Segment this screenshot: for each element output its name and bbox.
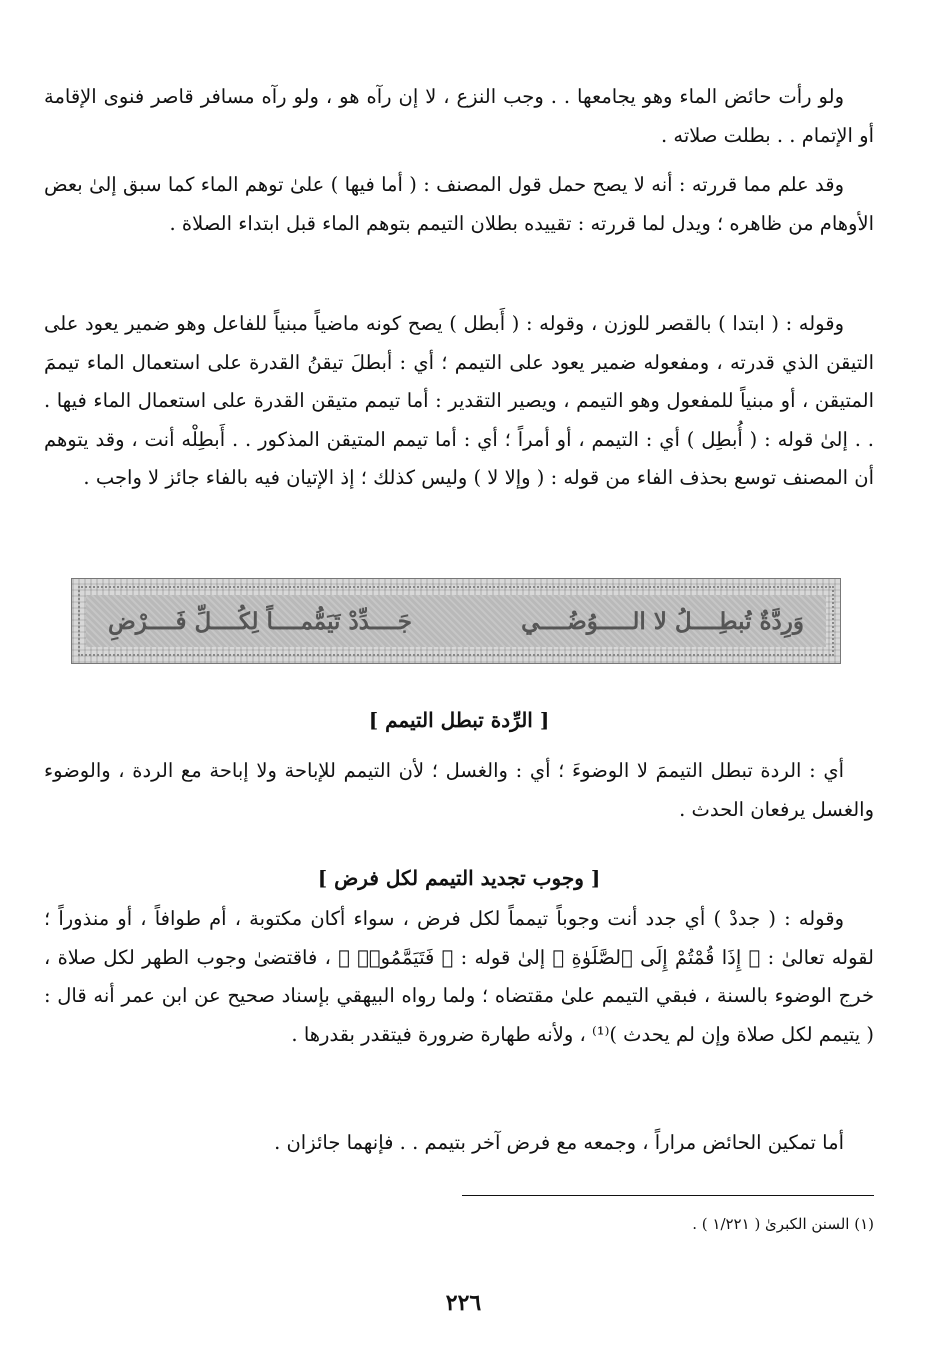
paragraph — [44, 1124, 874, 1163]
paragraph — [44, 752, 874, 829]
verse-hemistich-left: جَــــدِّدْ تَيَمُّمــــاً لِكُــــلِّ فَــــرْضِ — [108, 607, 412, 635]
page-number: ٢٢٦ — [445, 1290, 482, 1316]
paragraph-text: أي : الردة تبطل التيممَ لا الوضوءَ ؛ أي : والغسل ؛ لأن التيمم للإباحة ولا إباحة مع الردة ، والوضوء والغسل يرفعان الحدث . — [44, 759, 874, 821]
verse-line — [86, 595, 826, 647]
paragraph-text: ولو رأت حائض الماء وهو يجامعها . . وجب النزع ، لا إن رآه هو ، ولو رآه مسافر قاصر فنوى الإقامة أو الإتمام . . بطلت صلاته . — [44, 85, 874, 147]
paragraph — [44, 166, 874, 243]
verse-hemistich-right: وَرِدَّةٌ تُبطِــــلُ لا الـــــوُضُــــي — [521, 607, 804, 635]
paragraph — [44, 78, 874, 155]
paragraph-text: وقوله : ( جددْ ) أي جدد أنت وجوباً تيمماً لكل فرض ، سواء أكان مكتوبة ، أم طوافاً ، أو منذوراً ؛ لقوله تعالىٰ : ﴿ إِذَا قُمْتُمْ إِلَى ٱلصَّلَوٰةِ ﴾ إلىٰ قوله : ﴿ فَتَيَمَّمُوا۟ ﴾ ، فاقتضىٰ وجوب الطهر لكل صلاة ، خرج الوضوء بالسنة ، فبقي التيمم علىٰ مقتضاه ؛ ولما رواه البيهقي بإسناد صحيح عن ابن عمر أنه قال : ( يتيمم لكل صلاة وإن لم يحدث )⁽¹⁾ ، ولأنه طهارة ضرورة فيتقدر بقدرها . — [44, 907, 874, 1046]
paragraph — [44, 900, 874, 1054]
section-heading: [ الرِّدة تبطل التيمم ] — [368, 708, 550, 732]
footnote-divider — [462, 1195, 874, 1196]
footnote: (١) السنن الكبرىٰ ( ١/٢٢١ ) . — [692, 1215, 874, 1233]
section-heading: [ وجوب تجديد التيمم لكل فرض ] — [317, 866, 601, 890]
paragraph-text: وقوله : ( ابتدا ) بالقصر للوزن ، وقوله : ( أَبطل ) يصح كونه ماضياً مبنياً للفاعل وهو ضمير يعود على التيقن الذي قدرته ، ومفعوله ضمير يعود على التيمم ؛ أي : أبطلَ تيقنُ القدرة على استعمال الماء تيممَ المتيقن ، أو مبنياً للمفعول وهو التيمم ، ويصير التقدير : أما تيمم متيقن القدرة على استعمال الماء فيها . . . إلىٰ قوله : ( أُبطِل ) أي : التيمم ، أو أمراً ؛ أي : أما تيمم المتيقن المذكور . . أَبطِلْه أنت ، وقد يتوهم أن المصنف توسع بحذف الفاء من قوله : ( وإلا لا ) وليس كذلك ؛ إذ الإتيان فيه بالفاء جائز لا واجب . — [44, 312, 874, 489]
verse-frame — [71, 578, 841, 664]
paragraph-text: أما تمكين الحائض مراراً ، وجمعه مع فرض آخر بتيمم . . فإنهما جائزان . — [274, 1131, 844, 1154]
paragraph — [44, 305, 874, 498]
paragraph-text: وقد علم مما قررته : أنه لا يصح حمل قول المصنف : ( أما فيها ) علىٰ توهم الماء كما سبق إلىٰ بعض الأوهام من ظاهره ؛ ويدل لما قررته : تقييده بطلان التيمم بتوهم الماء قبل ابتداء الصلاة . — [44, 173, 874, 235]
